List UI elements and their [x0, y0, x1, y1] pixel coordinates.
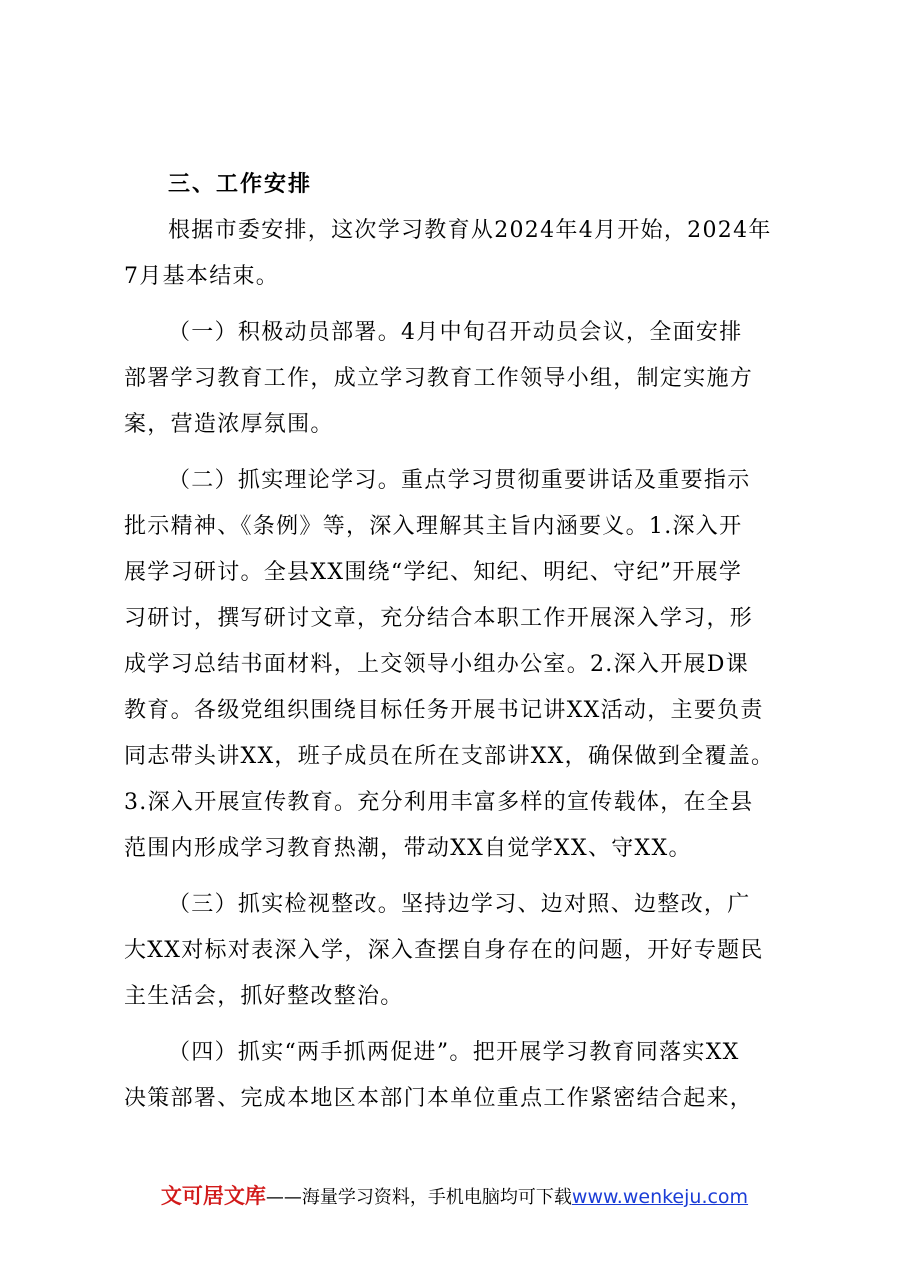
paragraph-line: 根据市委安排，这次学习教育从2024年4月开始，2024年	[168, 218, 772, 243]
footer-tagline: ——海量学习资料，手机电脑均可下载	[265, 1187, 572, 1208]
footer-brand: 文可居文库	[160, 1184, 266, 1208]
paragraph-line: （四）抓实“两手抓两促进”。把开展学习教育同落实XX	[168, 1040, 740, 1065]
paragraph-line: 部署学习教育工作，成立学习教育工作领导小组，制定实施方	[124, 366, 754, 391]
paragraph-line: （二）抓实理论学习。重点学习贯彻重要讲话及重要指示	[168, 468, 751, 493]
paragraph-line: 同志带头讲XX，班子成员在所在支部讲XX，确保做到全覆盖。	[124, 744, 775, 769]
paragraph-line: 展学习研讨。全县XX围绕“学纪、知纪、明纪、守纪”开展学	[124, 560, 743, 585]
paragraph-line: （三）抓实检视整改。坚持边学习、边对照、边整改，广	[168, 892, 751, 917]
paragraph-line: 大XX对标对表深入学，深入查摆自身存在的问题，开好专题民	[124, 938, 764, 963]
paragraph-line: 批示精神、《条例》等，深入理解其主旨内涵要义。1.深入开	[124, 514, 743, 539]
document-body	[124, 162, 800, 1122]
paragraph-line: 习研讨，撰写研讨文章，充分结合本职工作开展深入学习，形	[124, 606, 754, 631]
paragraph-line: 7月基本结束。	[124, 264, 280, 289]
paragraph-line: 3.深入开展宣传教育。充分利用丰富多样的宣传载体，在全县	[124, 790, 754, 815]
paragraph-line: 决策部署、完成本地区本部门本单位重点工作紧密结合起来，	[124, 1086, 754, 1111]
section-heading: 三、工作安排	[168, 172, 313, 197]
paragraph-line: 教育。各级党组织围绕目标任务开展书记讲XX活动，主要负责	[124, 698, 764, 723]
page-footer	[0, 1180, 909, 1210]
paragraph-line: 范围内形成学习教育热潮，带动XX自觉学XX、守XX。	[124, 836, 692, 861]
footer-link[interactable]: www.wenkeju.com	[571, 1186, 749, 1208]
paragraph-line: 案，营造浓厚氛围。	[124, 412, 334, 437]
paragraph-line: （一）积极动员部署。4月中旬召开动员会议，全面安排	[168, 320, 743, 345]
paragraph-line: 成学习总结书面材料，上交领导小组办公室。2.深入开展D课	[124, 652, 750, 677]
paragraph-line: 主生活会，抓好整改整治。	[124, 984, 404, 1009]
